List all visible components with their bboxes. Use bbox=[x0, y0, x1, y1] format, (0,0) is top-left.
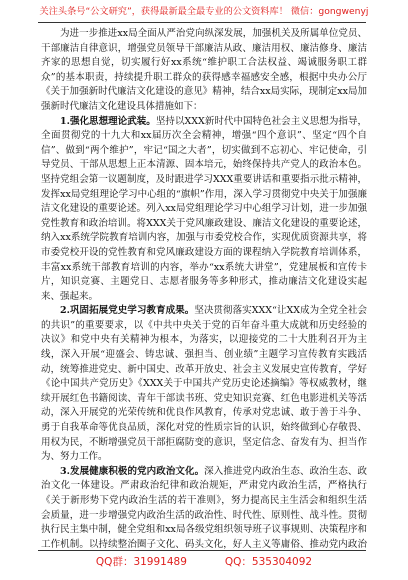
footer-qq: QQ：535304092 bbox=[224, 556, 313, 568]
section-heading: 2.巩固拓展党史学习教育成果。 bbox=[60, 305, 195, 317]
header-divider bbox=[38, 22, 366, 23]
intro-paragraph: 为进一步推进xx局全面从严治党向纵深发展，加强机关及所属单位党员、干部廉洁自律意识，增强党员领导干部廉洁从政、廉洁用权、廉洁修身、廉洁齐家的思想自觉，切实履行好xx系统“维护职工合法权益、竭诚服务职工群众”的基本职责，持续提升职工群众的获得感幸福感安全感，根据中央办公厅《关于加强新时代廉洁文化建设的意见》精神，结合xx局实际，现制定xx局加强新时代廉洁文化建设具体措施如下： bbox=[41, 28, 367, 112]
section-3-paragraph: 3.发展健康积极的党内政治文化。深入推进党内政治生态、政治生态、政治文化一体建设。严肃政治纪律和政治规矩，严肃党内政治生活，严格执行《关于新形势下党内政治生活的若干准则》，努力提高民主生活会和组织生活会质量，进一步增强党内政治生活的政治性、时代性、原则性、战斗性。贯彻执行民主集中制，健全党组和xx局各级党组织领导班子议事规则、决策程序和工作机制。以持续整治圈子文化、码头文化，好人主义等庸俗、推动党内政治 bbox=[41, 465, 367, 549]
footer-qq-group: QQ群：31991489 bbox=[95, 556, 187, 568]
document-body bbox=[41, 27, 367, 549]
footer-divider bbox=[38, 550, 366, 551]
section-heading: 1.强化思想理论武装。 bbox=[60, 115, 156, 127]
section-2-paragraph: 2.巩固拓展党史学习教育成果。坚决贯彻落实XXX“让XX成为全党全社会的共识”的重要要求，以《中共中央关于党的百年奋斗重大成就和历史经验的决议》和党中央有关精神为根本，为落实，以迎接党的二十大胜利召开为主线，深入开展“迎盛会、铸忠诚、强担当、创业绩”主题学习宣传教育实践活动，统筹推进党史、新中国史、改革开放史、社会主义发展史宣传教育，学好《论中国共产党历史》《XXX关于中国共产党历史论述摘编》等权威教材，继续开展红色书籍阅读、青年干部读书班、党史知识竞赛、红色电影进机关等活动，深入开展党的光荣传统和优良作风教育，传承对党忠诚、敢于善于斗争、勇于自我革命等优良品质，深化对党的性质宗旨的认识，始终做到心存敬畏、用权为民，不断增强党员干部拒腐防变的意识，坚定信念、奋发有为、担当作为、努力工作。 bbox=[41, 305, 367, 463]
section-heading: 3.发展健康积极的党内政治文化。 bbox=[60, 465, 205, 477]
page-header-banner: 关注头条号“公文研究”，获得最新最全最专业的公文资料库！ 微信：gongwenyj bbox=[39, 6, 369, 17]
page-footer bbox=[0, 555, 408, 569]
section-1-paragraph: 1.强化思想理论武装。坚持以XXX新时代中国特色社会主义思想为指导，全面贯彻党的十九大和xx届历次全会精神，增强“四个意识”、坚定“四个自信”、做到“两个维护”，牢记“国之大者”，切实做到不忘初心、牢记使命，引导党员、干部从思想上正本清源、固本培元，始终保持共产党人的政治本色。坚持党组会第一议题制度，及时跟进学习XXX重要讲话和重要指示批示精神，发挥xx局党组理论学习中心组的“旗帜”作用，深入学习贯彻党中央关于加强廉洁文化建设的重要论述。列入xx局党组理论学习中心组学习计划，进一步加强党性教育和政治培训。将XXX关于党风廉政建设、廉洁文化建设的重要论述，纳入xx系统学院教育培训内容，加强与市委党校合作，实现优质资源共享，将市委党校开设的党性教育和党风廉政建设方面的课程纳入学院教育培训体系，丰富xx系统干部教育培训的内容，举办“xx系统大讲堂”，党建展板和宣传卡片，知识竞赛、主题党日、志愿者服务等多种形式，推动廉洁文化建设实起来、强起来。 bbox=[41, 115, 367, 302]
